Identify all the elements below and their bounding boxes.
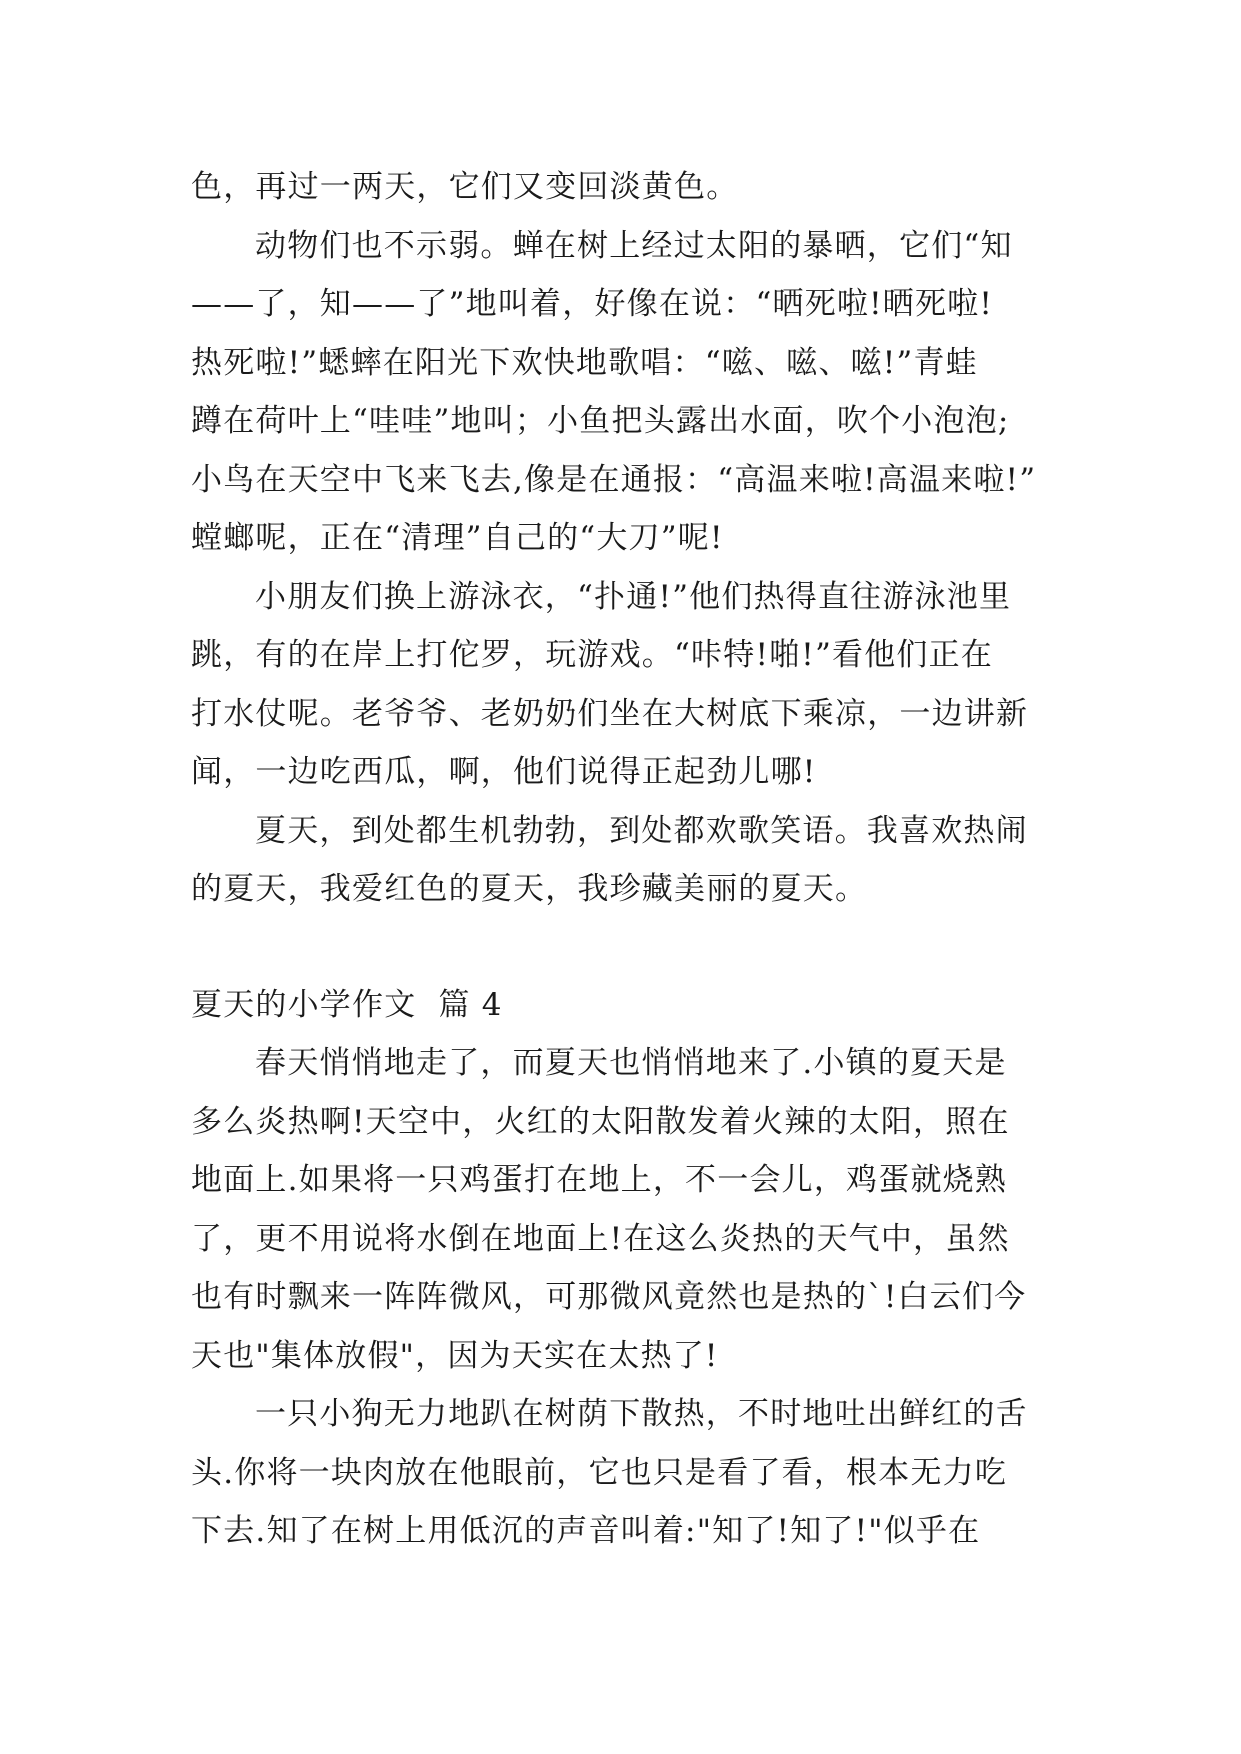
section-title: 夏天的小学作文 篇 4 bbox=[191, 986, 503, 1023]
text-line: 下去.知了在树上用低沉的声音叫着:"知了!知了!"似乎在 bbox=[191, 1513, 981, 1549]
text-line: 了，更不用说将水倒在地面上!在这么炎热的天气中，虽然 bbox=[191, 1220, 1010, 1257]
text-line: 螳螂呢，正在“清理”自己的“大刀”呢! bbox=[191, 520, 724, 556]
paragraph-start: 一只小狗无力地趴在树荫下散热，不时地吐出鲜红的舌 bbox=[255, 1396, 1028, 1432]
text-line: 蹲在荷叶上“哇哇”地叫；小鱼把头露出水面，吹个小泡泡; bbox=[191, 403, 1010, 439]
text-line: 小鸟在天空中飞来飞去,像是在通报：“高温来啦!高温来啦!” bbox=[191, 461, 1037, 498]
text-line: ——了，知——了”地叫着，好像在说：“晒死啦!晒死啦! bbox=[191, 286, 994, 322]
text-line: 打水仗呢。老爷爷、老奶奶们坐在大树底下乘凉，一边讲新 bbox=[191, 695, 1029, 732]
text-line: 闻，一边吃西瓜，啊，他们说得正起劲儿哪! bbox=[191, 754, 817, 790]
text-line: 跳，有的在岸上打佗罗，玩游戏。“咔特!啪!”看他们正在 bbox=[191, 637, 994, 673]
paragraph-start: 春天悄悄地走了，而夏天也悄悄地来了.小镇的夏天是 bbox=[255, 1045, 1007, 1081]
paragraph-start: 夏天，到处都生机勃勃，到处都欢歌笑语。我喜欢热闹 bbox=[255, 812, 1028, 849]
text-line: 地面上.如果将一只鸡蛋打在地上，不一会儿，鸡蛋就烧熟 bbox=[191, 1162, 1008, 1198]
text-line: 的夏天，我爱红色的夏天，我珍藏美丽的夏天。 bbox=[191, 871, 868, 907]
text-line: 天也"集体放假"，因为天实在太热了! bbox=[191, 1337, 719, 1374]
text-line: 色，再过一两天，它们又变回淡黄色。 bbox=[191, 169, 739, 205]
text-line: 头.你将一块肉放在他眼前，它也只是看了看，根本无力吃 bbox=[191, 1454, 1008, 1491]
text-line: 也有时飘来一阵阵微风，可那微风竟然也是热的`!白云们今 bbox=[191, 1279, 1027, 1315]
section-gap bbox=[191, 919, 1051, 976]
paragraph-start: 动物们也不示弱。蝉在树上经过太阳的暴晒，它们“知 bbox=[255, 227, 1013, 264]
text-line: 热死啦!”蟋蟀在阳光下欢快地歌唱：“嗞、嗞、嗞!”青蛙 bbox=[191, 344, 978, 381]
document-body bbox=[191, 158, 1051, 1561]
text-line: 多么炎热啊!天空中，火红的太阳散发着火辣的太阳，照在 bbox=[191, 1103, 1010, 1140]
paragraph-start: 小朋友们换上游泳衣，“扑通!”他们热得直往游泳池里 bbox=[255, 578, 1012, 615]
